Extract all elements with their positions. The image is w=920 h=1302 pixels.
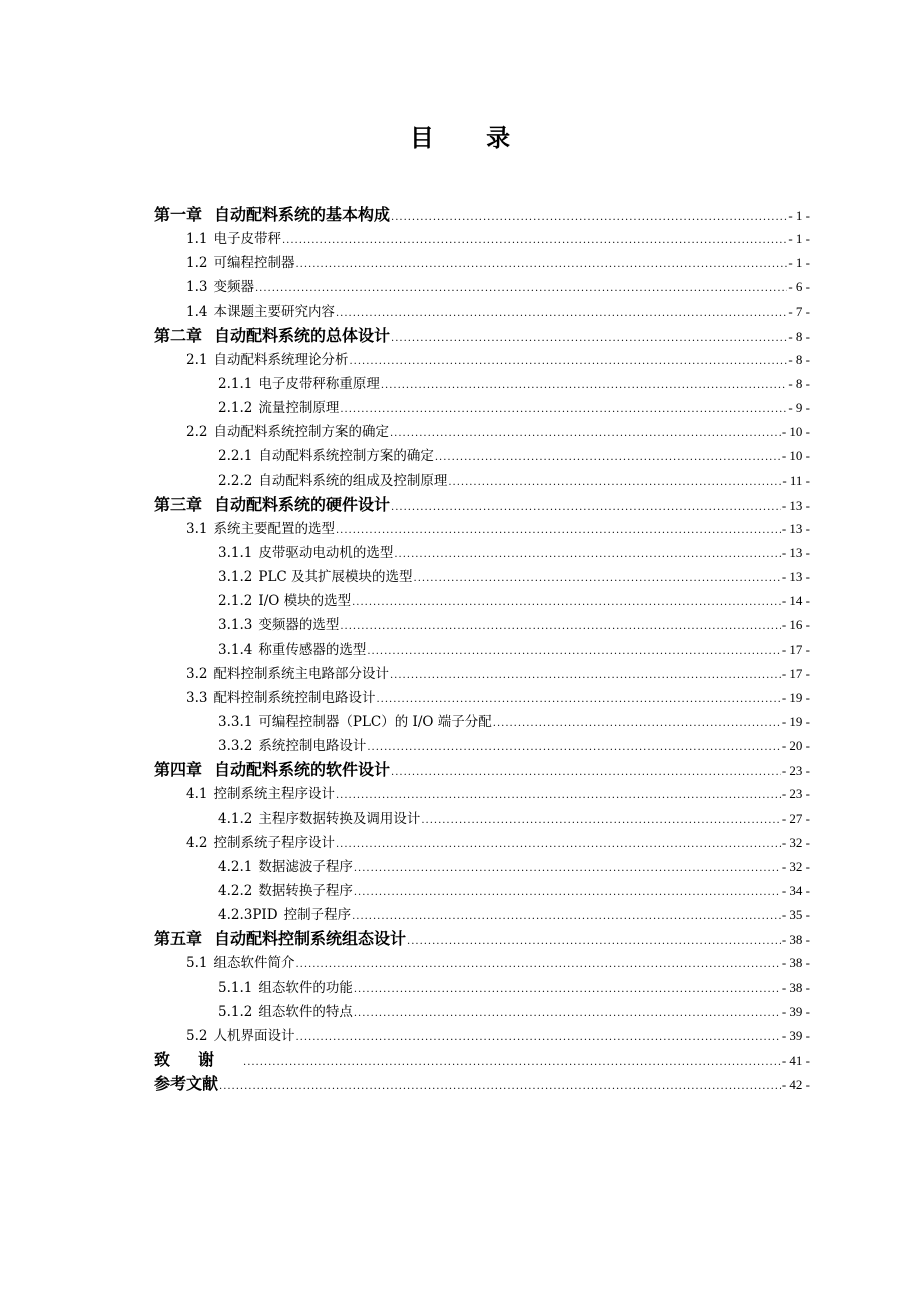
toc-entry-heading bbox=[218, 372, 380, 396]
toc-entry-heading bbox=[218, 613, 339, 637]
toc-page-number: - 20 - bbox=[781, 738, 810, 754]
page-title: 目 录 bbox=[409, 124, 533, 152]
toc-entry[interactable] bbox=[154, 951, 810, 975]
toc-entry[interactable] bbox=[154, 1048, 810, 1072]
toc-entry[interactable] bbox=[154, 275, 810, 299]
toc-page-number: - 19 - bbox=[781, 713, 810, 729]
toc-entry[interactable] bbox=[154, 879, 810, 903]
toc-entry-heading bbox=[218, 807, 420, 831]
toc-page-number: - 32 - bbox=[781, 834, 810, 850]
toc-entry-number: 3.1.4 bbox=[218, 641, 253, 658]
toc-page-number: - 34 - bbox=[781, 882, 810, 898]
toc-leader-dots bbox=[390, 422, 781, 444]
toc-page-number: - 7 - bbox=[788, 303, 810, 319]
toc-entry[interactable] bbox=[154, 807, 810, 831]
toc-entry-heading bbox=[154, 203, 390, 227]
toc-entry-title: 致谢 bbox=[154, 1049, 243, 1069]
toc-leader-dots bbox=[391, 496, 781, 517]
toc-page-number: - 8 - bbox=[788, 328, 810, 344]
toc-entry-number: 3.1.2 bbox=[218, 569, 253, 586]
toc-leader-dots bbox=[354, 1002, 781, 1024]
toc-leader-dots bbox=[295, 953, 780, 975]
toc-entry[interactable] bbox=[154, 420, 810, 444]
toc-page-number: - 13 - bbox=[781, 497, 810, 513]
toc-entry-title: 控制系统主程序设计 bbox=[213, 786, 335, 803]
toc-entry-title: 自动配料控制系统组态设计 bbox=[214, 929, 407, 949]
toc-entry-heading bbox=[154, 1072, 218, 1096]
toc-entry-title: 主程序数据转换及调用设计 bbox=[258, 810, 421, 827]
toc-entry[interactable] bbox=[154, 1072, 810, 1096]
toc-entry-title: 皮带驱动电动机的选型 bbox=[258, 544, 394, 561]
toc-entry-title: 电子皮带秤称重原理 bbox=[258, 375, 380, 392]
toc-entry-title: 自动配料系统的软件设计 bbox=[214, 760, 391, 780]
toc-entry-number: 2.2.1 bbox=[218, 448, 253, 465]
toc-entry-title: 可编程控制器（PLC）的 I/O 端子分配 bbox=[258, 713, 492, 730]
toc-entry-heading bbox=[218, 710, 492, 734]
toc-page-number: - 38 - bbox=[781, 979, 810, 995]
toc-entry[interactable] bbox=[154, 758, 810, 782]
toc-leader-dots bbox=[243, 1051, 781, 1072]
toc-page-number: - 17 - bbox=[781, 641, 810, 657]
toc-entry-number: 3.1.1 bbox=[218, 544, 253, 561]
toc-entry-title: 数据转换子程序 bbox=[258, 882, 353, 899]
toc-entry-heading bbox=[186, 662, 389, 686]
toc-entry-title: 组态软件的功能 bbox=[258, 979, 353, 996]
toc-entry-heading bbox=[154, 324, 390, 348]
toc-leader-dots bbox=[336, 784, 781, 806]
toc-entry[interactable] bbox=[154, 782, 810, 806]
toc-entry[interactable] bbox=[154, 927, 810, 951]
toc-entry-heading bbox=[218, 541, 393, 565]
toc-entry[interactable] bbox=[154, 324, 810, 348]
toc-leader-dots bbox=[407, 930, 781, 951]
toc-leader-dots bbox=[282, 229, 787, 251]
toc-entry-heading bbox=[218, 903, 351, 927]
toc-entry-heading bbox=[186, 275, 254, 299]
toc-entry-heading bbox=[218, 638, 366, 662]
table-of-contents bbox=[154, 203, 810, 1096]
toc-entry-heading bbox=[186, 782, 335, 806]
toc-page-number: - 38 - bbox=[781, 932, 810, 948]
toc-entry[interactable] bbox=[154, 396, 810, 420]
toc-entry-title: 配料控制系统主电路部分设计 bbox=[213, 665, 389, 682]
toc-leader-dots bbox=[376, 688, 780, 710]
toc-entry-number: 4.2.2 bbox=[218, 882, 253, 899]
toc-entry-heading bbox=[218, 396, 339, 420]
toc-entry-heading bbox=[186, 686, 375, 710]
toc-entry-number: 2.2.2 bbox=[218, 472, 253, 489]
toc-entry[interactable] bbox=[154, 517, 810, 541]
toc-entry-title: 自动配料系统的组成及控制原理 bbox=[258, 472, 448, 489]
toc-entry-title: 配料控制系统控制电路设计 bbox=[213, 689, 376, 706]
toc-leader-dots bbox=[340, 615, 780, 637]
toc-entry[interactable] bbox=[154, 493, 810, 517]
toc-page-number: - 42 - bbox=[781, 1077, 810, 1093]
toc-page-number: - 8 - bbox=[788, 375, 810, 391]
toc-leader-dots bbox=[336, 302, 787, 324]
toc-entry-title: 自动配料系统的硬件设计 bbox=[214, 494, 391, 514]
toc-page-number: - 41 - bbox=[781, 1052, 810, 1068]
toc-entry[interactable] bbox=[154, 638, 810, 662]
toc-entry-heading bbox=[186, 227, 281, 251]
toc-entry-number: 1.3 bbox=[186, 279, 208, 296]
toc-entry-number: 3.1.3 bbox=[218, 617, 253, 634]
toc-page-number: - 1 - bbox=[788, 231, 810, 247]
toc-entry[interactable] bbox=[154, 444, 810, 468]
toc-page-number: - 9 - bbox=[788, 400, 810, 416]
toc-entry-number: 4.1.2 bbox=[218, 810, 253, 827]
toc-page-number: - 32 - bbox=[781, 858, 810, 874]
toc-entry-title: 本课题主要研究内容 bbox=[213, 303, 335, 320]
toc-entry-title: 组态软件的特点 bbox=[258, 1003, 353, 1020]
toc-leader-dots bbox=[219, 1075, 781, 1096]
toc-entry-heading bbox=[154, 1048, 242, 1072]
toc-leader-dots bbox=[352, 591, 781, 613]
toc-entry-number: 2.2 bbox=[186, 424, 208, 441]
toc-entry-number: 5.1.1 bbox=[218, 979, 253, 996]
toc-leader-dots bbox=[414, 567, 781, 589]
toc-leader-dots bbox=[448, 471, 781, 493]
toc-page-number: - 8 - bbox=[788, 351, 810, 367]
toc-page-number: - 6 - bbox=[788, 279, 810, 295]
toc-leader-dots bbox=[336, 519, 781, 541]
toc-leader-dots bbox=[354, 881, 781, 903]
toc-entry[interactable] bbox=[154, 662, 810, 686]
toc-entry[interactable] bbox=[154, 541, 810, 565]
toc-entry-title: 参考文献 bbox=[154, 1074, 219, 1094]
toc-entry-number: 2.1 bbox=[186, 351, 208, 368]
toc-entry-number: 4.2.3PID bbox=[218, 907, 278, 924]
toc-page-number: - 19 - bbox=[781, 689, 810, 705]
toc-leader-dots bbox=[493, 712, 781, 734]
toc-leader-dots bbox=[421, 809, 780, 831]
toc-entry[interactable] bbox=[154, 1024, 810, 1048]
toc-page-number: - 38 - bbox=[781, 955, 810, 971]
toc-entry[interactable] bbox=[154, 372, 810, 396]
toc-entry-title: 自动配料系统的总体设计 bbox=[214, 325, 391, 345]
toc-entry-heading bbox=[218, 444, 434, 468]
toc-entry[interactable] bbox=[154, 348, 810, 372]
toc-page-number: - 23 - bbox=[781, 786, 810, 802]
toc-page-number: - 39 - bbox=[781, 1003, 810, 1019]
toc-entry-number: 5.1.2 bbox=[218, 1003, 253, 1020]
toc-entry[interactable] bbox=[154, 1000, 810, 1024]
toc-entry[interactable] bbox=[154, 903, 810, 927]
toc-entry[interactable] bbox=[154, 300, 810, 324]
toc-entry-heading bbox=[186, 517, 335, 541]
toc-entry[interactable] bbox=[154, 589, 810, 613]
toc-entry-title: 自动配料系统控制方案的确定 bbox=[213, 424, 389, 441]
toc-entry-number: 3.2 bbox=[186, 665, 208, 682]
toc-entry-heading bbox=[154, 758, 390, 782]
toc-page-number: - 17 - bbox=[781, 665, 810, 681]
toc-entry-number: 2.1.2 bbox=[218, 400, 253, 417]
toc-entry-number: 第一章 bbox=[154, 205, 203, 224]
toc-page-number: - 23 - bbox=[781, 763, 810, 779]
toc-leader-dots bbox=[354, 857, 781, 879]
toc-entry-title: 组态软件简介 bbox=[213, 955, 295, 972]
toc-entry-title: 电子皮带秤 bbox=[213, 231, 281, 248]
toc-entry-heading bbox=[218, 855, 353, 879]
toc-entry-number: 3.1 bbox=[186, 520, 208, 537]
toc-entry-heading bbox=[186, 1024, 294, 1048]
toc-page-number: - 16 - bbox=[781, 617, 810, 633]
toc-entry-title: 控制系统子程序设计 bbox=[213, 834, 335, 851]
toc-entry-heading bbox=[218, 589, 351, 613]
toc-entry-number: 3.3 bbox=[186, 689, 208, 706]
toc-leader-dots bbox=[394, 543, 780, 565]
toc-entry[interactable] bbox=[154, 710, 810, 734]
toc-entry-number: 1.4 bbox=[186, 303, 208, 320]
toc-page-number: - 10 - bbox=[781, 448, 810, 464]
toc-entry[interactable] bbox=[154, 227, 810, 251]
toc-leader-dots bbox=[391, 761, 781, 782]
toc-entry-title: 控制子程序 bbox=[283, 907, 352, 924]
toc-entry-heading bbox=[186, 348, 348, 372]
toc-entry-number: 2.1.1 bbox=[218, 375, 253, 392]
toc-entry-number: 1.1 bbox=[186, 231, 208, 248]
toc-leader-dots bbox=[367, 736, 780, 758]
toc-entry-number: 第四章 bbox=[154, 760, 203, 780]
toc-entry-title: I/O 模块的选型 bbox=[258, 593, 352, 610]
toc-entry-number: 第三章 bbox=[154, 494, 203, 514]
toc-page-number: - 1 - bbox=[788, 208, 810, 223]
toc-entry-heading bbox=[218, 469, 447, 493]
toc-entry-number: 5.2 bbox=[186, 1027, 208, 1044]
toc-entry-title: 系统主要配置的选型 bbox=[213, 520, 335, 537]
toc-leader-dots bbox=[336, 833, 781, 855]
toc-entry-number: 2.1.2 bbox=[218, 593, 253, 610]
toc-entry-number: 1.2 bbox=[186, 255, 208, 272]
toc-entry-heading bbox=[218, 976, 353, 1000]
toc-entry[interactable] bbox=[154, 831, 810, 855]
toc-entry[interactable] bbox=[154, 686, 810, 710]
toc-entry-title: PLC 及其扩展模块的选型 bbox=[258, 569, 413, 586]
toc-entry-title: 系统控制电路设计 bbox=[258, 738, 367, 755]
toc-page-number: - 10 - bbox=[781, 424, 810, 440]
toc-entry[interactable] bbox=[154, 565, 810, 589]
toc-entry[interactable] bbox=[154, 613, 810, 637]
toc-leader-dots bbox=[349, 350, 787, 372]
toc-page-number: - 1 - bbox=[788, 255, 810, 271]
toc-page-number: - 27 - bbox=[781, 810, 810, 826]
toc-entry-number: 4.2 bbox=[186, 834, 208, 851]
toc-leader-dots bbox=[352, 905, 781, 927]
toc-leader-dots bbox=[367, 640, 780, 662]
toc-entry-title: 可编程控制器 bbox=[213, 255, 295, 272]
toc-page-number: - 13 - bbox=[781, 569, 810, 585]
toc-entry-heading bbox=[154, 493, 390, 517]
toc-entry[interactable] bbox=[154, 976, 810, 1000]
toc-leader-dots bbox=[340, 398, 787, 420]
toc-entry[interactable] bbox=[154, 251, 810, 275]
toc-entry-title: 变频器 bbox=[213, 279, 254, 296]
toc-entry-heading bbox=[154, 927, 406, 951]
toc-leader-dots bbox=[390, 664, 781, 686]
toc-page-number: - 11 - bbox=[782, 472, 810, 488]
toc-entry-number: 4.2.1 bbox=[218, 858, 253, 875]
toc-entry-title: 称重传感器的选型 bbox=[258, 641, 367, 658]
toc-entry-title: 变频器的选型 bbox=[258, 617, 340, 634]
toc-entry-title: 自动配料系统的基本构成 bbox=[214, 205, 391, 224]
toc-entry-heading bbox=[186, 831, 335, 855]
toc-page-number: - 13 - bbox=[781, 520, 810, 536]
toc-entry-number: 5.1 bbox=[186, 955, 208, 972]
toc-entry-title: 自动配料系统控制方案的确定 bbox=[258, 448, 434, 465]
toc-page-number: - 39 - bbox=[781, 1027, 810, 1043]
toc-entry-number: 第五章 bbox=[154, 929, 203, 949]
toc-entry-number: 第二章 bbox=[154, 325, 203, 345]
toc-entry-heading bbox=[218, 734, 366, 758]
toc-leader-dots bbox=[391, 327, 787, 348]
toc-entry-heading bbox=[186, 951, 294, 975]
toc-entry-heading bbox=[218, 565, 413, 589]
toc-leader-dots bbox=[435, 446, 781, 468]
toc-entry-title: 数据滤波子程序 bbox=[258, 858, 353, 875]
toc-entry-title: 流量控制原理 bbox=[258, 400, 340, 417]
toc-entry-number: 4.1 bbox=[186, 786, 208, 803]
toc-entry-number: 3.3.2 bbox=[218, 738, 253, 755]
toc-entry[interactable] bbox=[154, 203, 810, 227]
toc-entry-number: 3.3.1 bbox=[218, 713, 253, 730]
toc-leader-dots bbox=[391, 206, 787, 227]
toc-entry-heading bbox=[186, 300, 335, 324]
toc-entry-title: 自动配料系统理论分析 bbox=[213, 351, 349, 368]
toc-leader-dots bbox=[255, 277, 787, 299]
toc-entry-heading bbox=[218, 1000, 353, 1024]
toc-leader-dots bbox=[295, 253, 787, 275]
toc-entry-heading bbox=[186, 251, 294, 275]
toc-page-number: - 13 - bbox=[781, 544, 810, 560]
toc-entry[interactable] bbox=[154, 855, 810, 879]
toc-entry[interactable] bbox=[154, 469, 810, 493]
toc-leader-dots bbox=[295, 1026, 780, 1048]
toc-entry[interactable] bbox=[154, 734, 810, 758]
toc-leader-dots bbox=[354, 978, 781, 1000]
toc-page-number: - 35 - bbox=[781, 907, 810, 923]
toc-leader-dots bbox=[381, 374, 787, 396]
toc-page-number: - 14 - bbox=[781, 593, 810, 609]
toc-entry-heading bbox=[218, 879, 353, 903]
toc-entry-title: 人机界面设计 bbox=[213, 1027, 295, 1044]
toc-entry-heading bbox=[186, 420, 389, 444]
